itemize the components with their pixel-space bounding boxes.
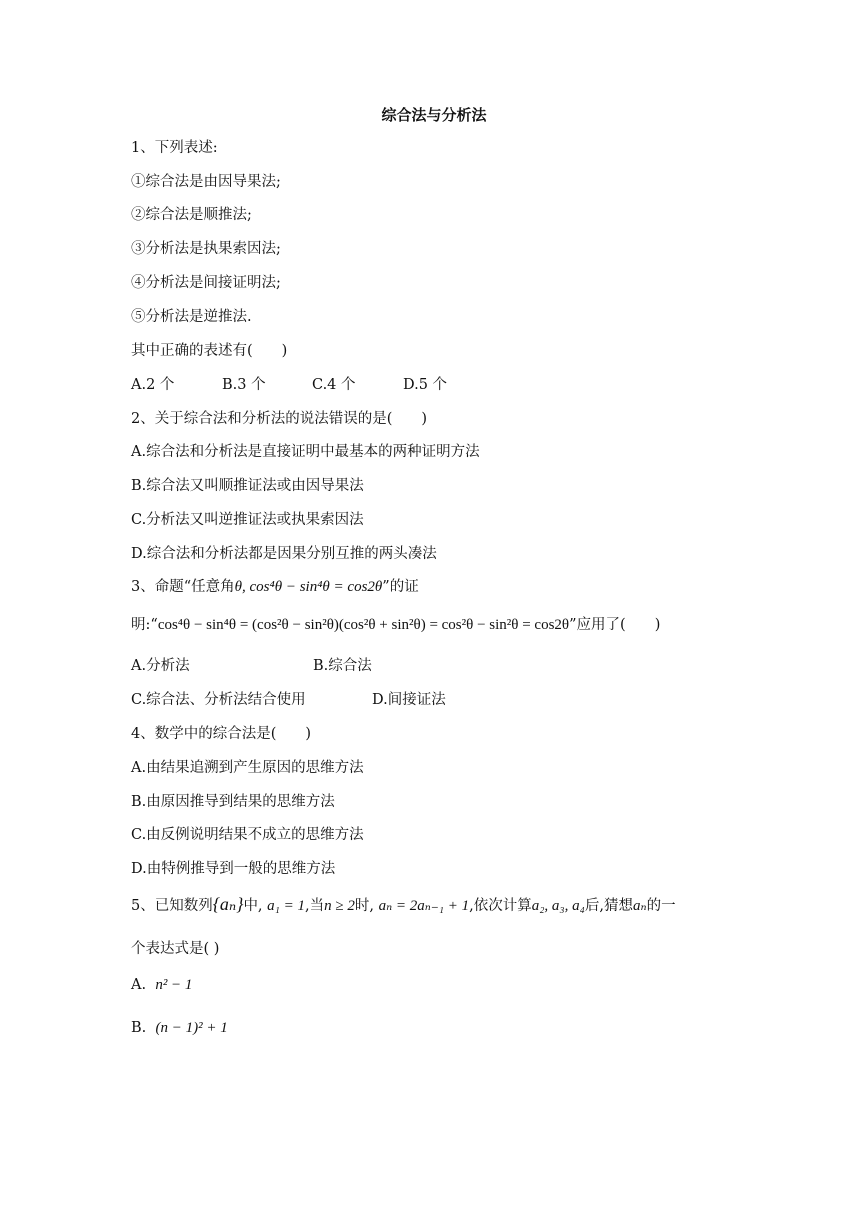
q3-line-2 — [131, 613, 660, 634]
q1-option-c: C.4 个 — [312, 377, 356, 393]
q1-item-5: ⑤分析法是逆推法. — [131, 309, 252, 325]
q2-option-d: D.综合法和分析法都是因果分别互推的两头凑法 — [131, 546, 437, 562]
q1-ask: 其中正确的表述有( ) — [131, 343, 288, 359]
q5-formula-terms: a₂, a₃, a₄ — [531, 898, 585, 914]
q3-option-b: B.综合法 — [313, 658, 372, 674]
q3-option-d: D.间接证法 — [372, 692, 446, 708]
q5-formula-an: aₙ — [632, 898, 647, 914]
q5-text-5: ,依次计算 — [469, 898, 532, 914]
q4-option-c: C.由反例说明结果不成立的思维方法 — [131, 827, 364, 843]
q1-item-1: ①综合法是由因导果法; — [131, 174, 281, 190]
q5-option-b-label: B. — [131, 1020, 147, 1036]
q2-stem: 2、关于综合法和分析法的说法错误的是( ) — [131, 411, 428, 427]
q5-option-a — [131, 977, 192, 994]
q3-option-a: A.分析法 — [131, 658, 190, 674]
q2-option-c: C.分析法又叫逆推证法或执果索因法 — [131, 512, 364, 528]
q3-line1-suffix: ”的证 — [382, 579, 419, 595]
q1-item-2: ②综合法是顺推法; — [131, 207, 252, 223]
q2-option-a: A.综合法和分析法是直接证明中最基本的两种证明方法 — [131, 444, 480, 460]
q5-text-1: 5、已知数列 — [131, 898, 213, 914]
q5-option-b — [131, 1020, 228, 1037]
q5-text-6: 后,猜想 — [584, 898, 633, 914]
q5-option-a-label: A. — [131, 977, 147, 993]
page-title: 综合法与分析法 — [381, 106, 487, 124]
q5-formula-a1: a₁ = 1 — [267, 898, 305, 914]
q4-option-b: B.由原因推导到结果的思维方法 — [131, 794, 335, 810]
q5-option-b-formula: (n − 1)² + 1 — [155, 1020, 228, 1036]
q3-line1-formula: θ, cos⁴θ − sin⁴θ = cos2θ — [234, 579, 383, 595]
q4-option-a: A.由结果追溯到产生原因的思维方法 — [131, 760, 364, 776]
q5-text-2: 中, — [243, 898, 263, 914]
q3-line2-suffix: ”应用了( ) — [569, 617, 661, 633]
q3-line-1 — [131, 575, 419, 596]
q5-text-7: 的一 — [646, 898, 676, 914]
q3-line2-formula: cos⁴θ − sin⁴θ = (cos²θ − sin²θ)(cos²θ + sin²θ) = cos²θ − sin²θ = cos2θ — [157, 617, 570, 633]
q2-option-b: B.综合法又叫顺推证法或由因导果法 — [131, 478, 364, 494]
q5-line-2: 个表达式是( ) — [131, 941, 220, 957]
q3-line1-prefix: 3、命题“任意角 — [131, 579, 235, 595]
q3-line2-prefix: 明:“ — [131, 617, 158, 633]
q5-line-1 — [131, 894, 676, 915]
q4-option-d: D.由特例推导到一般的思维方法 — [131, 861, 336, 877]
q1-option-d: D.5 个 — [403, 377, 448, 393]
q5-option-a-formula: n² − 1 — [155, 977, 193, 993]
q1-option-a: A.2 个 — [131, 377, 175, 393]
q1-item-4: ④分析法是间接证明法; — [131, 275, 281, 291]
q5-formula-recurrence: aₙ = 2aₙ₋₁ + 1 — [378, 898, 470, 914]
q5-formula-n: n ≥ 2 — [324, 898, 355, 914]
q1-item-3: ③分析法是执果索因法; — [131, 241, 281, 257]
q1-option-b: B.3 个 — [222, 377, 266, 393]
q5-sequence: {aₙ} — [212, 894, 244, 914]
q1-stem: 1、下列表述: — [131, 140, 218, 156]
q5-text-4: 时, — [354, 898, 374, 914]
q5-text-3: ,当 — [305, 898, 325, 914]
q3-option-c: C.综合法、分析法结合使用 — [131, 692, 306, 708]
q4-stem: 4、数学中的综合法是( ) — [131, 726, 312, 742]
